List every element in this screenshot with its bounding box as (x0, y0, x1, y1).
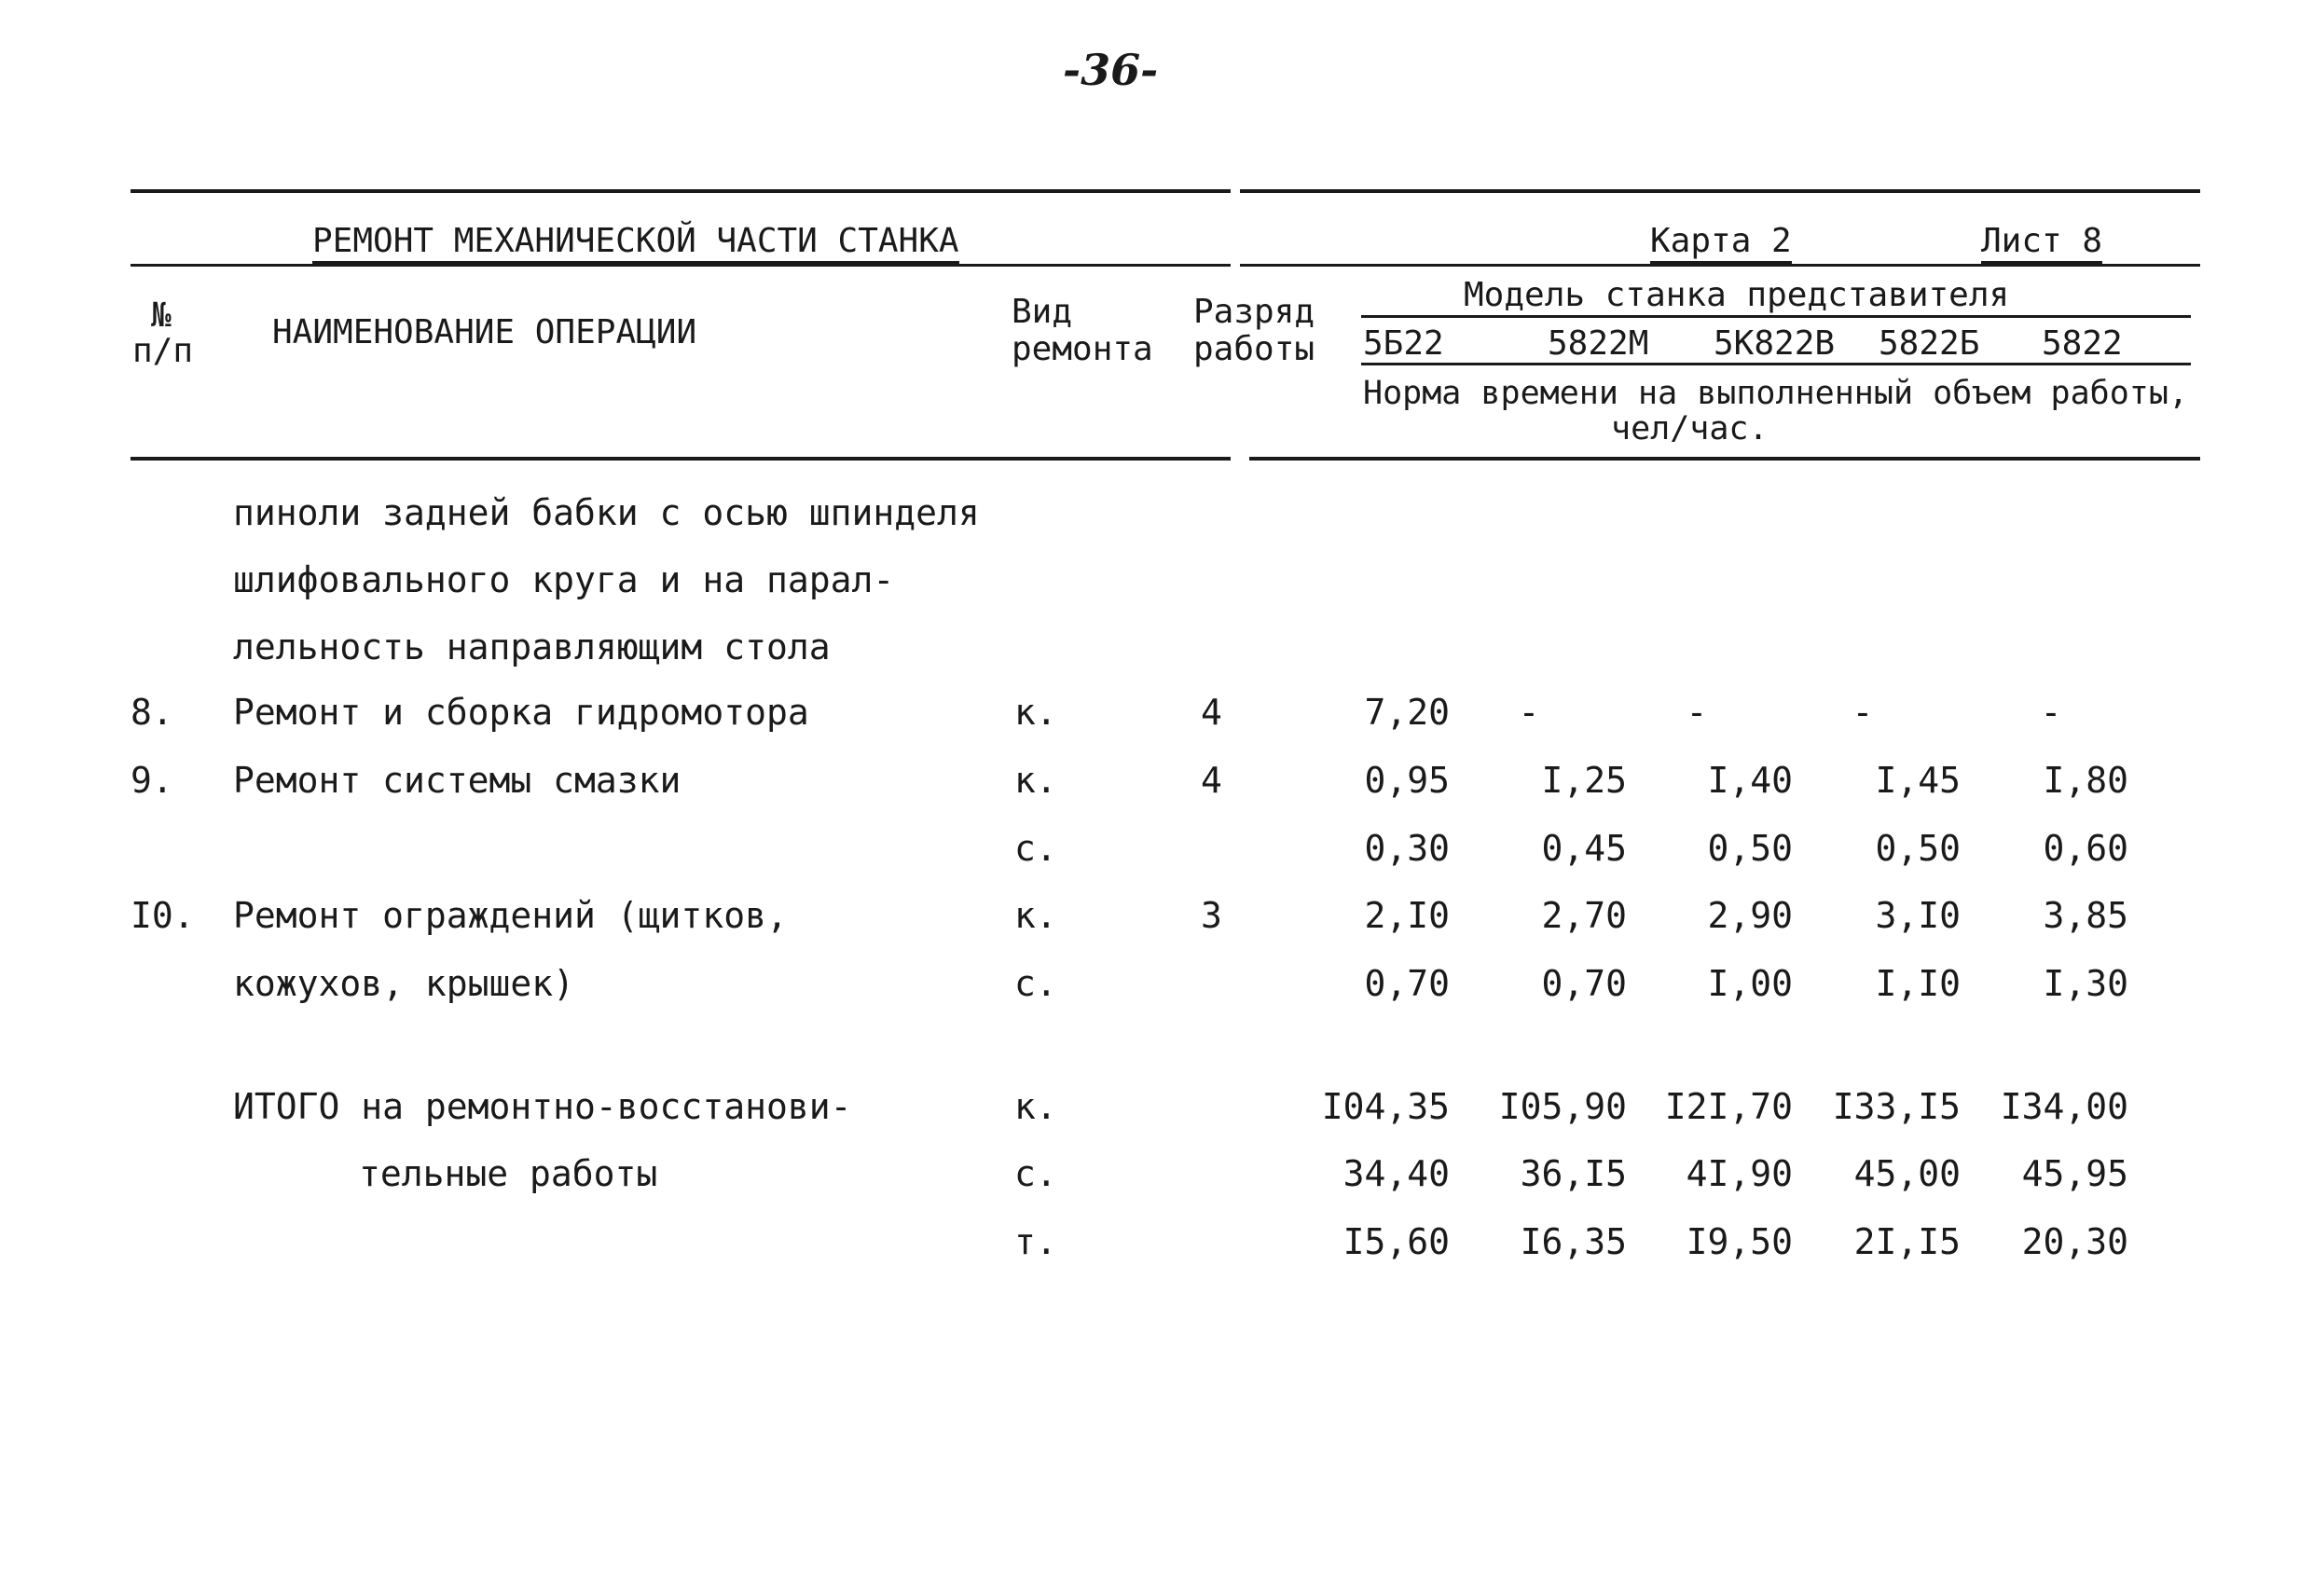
work-grade: 4 (1201, 692, 1222, 733)
model-5k822v: 5К822В (1714, 324, 1836, 363)
section-title: РЕМОНТ МЕХАНИЧЕСКОЙ ЧАСТИ СТАНКА (312, 222, 959, 260)
value-5822b: I,45 (1875, 760, 1961, 801)
value-5b22: 0,70 (1364, 963, 1450, 1004)
row-number: 9. (131, 760, 173, 801)
continuation-line: шлифовального круга и на парал- (233, 559, 895, 600)
card-label: Карта 2 (1650, 222, 1792, 260)
value-5b22: 0,95 (1364, 760, 1450, 801)
value-5822: 0,60 (2043, 828, 2128, 869)
repair-type: с. (1014, 1153, 1057, 1194)
total-5822: I34,00 (2000, 1086, 2128, 1127)
value-5822: I,30 (2043, 963, 2128, 1004)
header-bottom-rule-right (1249, 457, 2200, 461)
total-5k822v: I2I,70 (1664, 1086, 1793, 1127)
total-5k822v: I9,50 (1686, 1221, 1793, 1262)
norm-line-2: чел/час. (1611, 410, 1769, 447)
continuation-line: лельность направляющим стола (233, 626, 831, 667)
value-5k822v: I,00 (1707, 963, 1793, 1004)
total-5822m: I05,90 (1498, 1086, 1627, 1127)
value-5822: - (2040, 692, 2062, 733)
sheet-label: Лист 8 (1981, 222, 2102, 260)
model-5822: 5822 (2042, 324, 2123, 363)
total-5822: 20,30 (2021, 1221, 2128, 1262)
col-repair-type-1: Вид (1012, 293, 1073, 331)
norm-line-1: Норма времени на выполненный объем работы, (1363, 375, 2189, 412)
operation-name: Ремонт системы смазки (233, 760, 682, 801)
value-5822: 3,85 (2043, 895, 2128, 936)
repair-type: к. (1014, 895, 1057, 936)
value-5k822v: 0,50 (1707, 828, 1793, 869)
value-5k822v: 2,90 (1707, 895, 1793, 936)
total-5822b: I33,I5 (1832, 1086, 1961, 1127)
operation-name: кожухов, крышек) (233, 963, 575, 1004)
value-5b22: 0,30 (1364, 828, 1450, 869)
total-5b22: 34,40 (1342, 1153, 1450, 1194)
title-rule-left (131, 264, 1231, 267)
col-repair-type-2: ремонта (1012, 330, 1153, 368)
value-5b22: 2,I0 (1364, 895, 1450, 936)
repair-type: к. (1014, 692, 1057, 733)
models-rule (1361, 363, 2191, 365)
total-5822m: I6,35 (1520, 1221, 1627, 1262)
repair-type: с. (1014, 828, 1057, 869)
model-group-rule (1361, 315, 2191, 318)
value-5b22: 7,20 (1364, 692, 1450, 733)
col-no-bottom: п/п (132, 332, 194, 370)
operation-name: Ремонт ограждений (щитков, (233, 895, 788, 936)
row-number: 8. (131, 692, 173, 733)
col-operation-header: НАИМЕНОВАНИЕ ОПЕРАЦИИ (272, 313, 697, 351)
operation-name: Ремонт и сборка гидромотора (233, 692, 809, 733)
repair-type: с. (1014, 963, 1057, 1004)
total-label-cont: тельные работы (359, 1153, 658, 1194)
total-5k822v: 4I,90 (1686, 1153, 1793, 1194)
repair-type: т. (1014, 1221, 1057, 1262)
total-5822m: 36,I5 (1520, 1153, 1627, 1194)
top-rule-left (131, 189, 1231, 193)
continuation-line: пиноли задней бабки с осью шпинделя (233, 492, 980, 533)
title-rule-right (1240, 264, 2200, 267)
repair-type: к. (1014, 1086, 1057, 1127)
value-5822m: 0,45 (1541, 828, 1627, 869)
value-5822b: I,I0 (1875, 963, 1961, 1004)
total-5822b: 45,00 (1853, 1153, 1961, 1194)
col-grade-1: Разряд (1193, 293, 1315, 331)
value-5822m: I,25 (1541, 760, 1627, 801)
model-5822b: 5822Б (1879, 324, 1980, 363)
col-grade-2: работы (1193, 330, 1315, 368)
value-5k822v: - (1686, 692, 1708, 733)
value-5822m: 2,70 (1541, 895, 1627, 936)
total-5822: 45,95 (2021, 1153, 2128, 1194)
page-number: -36- (1063, 45, 1159, 95)
value-5822b: - (1852, 692, 1874, 733)
header-bottom-rule-left (131, 457, 1231, 461)
value-5822: I,80 (2043, 760, 2128, 801)
value-5822m: - (1518, 692, 1540, 733)
repair-type: к. (1014, 760, 1057, 801)
total-5b22: I04,35 (1321, 1086, 1450, 1127)
model-5b22: 5Б22 (1363, 324, 1444, 363)
col-no-top: № (151, 296, 172, 335)
value-5k822v: I,40 (1707, 760, 1793, 801)
top-rule-right (1240, 189, 2200, 193)
total-label: ИТОГО на ремонтно-восстанови- (233, 1086, 852, 1127)
model-5822m: 5822М (1548, 324, 1649, 363)
value-5822b: 3,I0 (1875, 895, 1961, 936)
value-5822b: 0,50 (1875, 828, 1961, 869)
model-group-header: Модель станка представителя (1464, 276, 2010, 314)
total-5822b: 2I,I5 (1853, 1221, 1961, 1262)
work-grade: 3 (1201, 895, 1222, 936)
work-grade: 4 (1201, 760, 1222, 801)
row-number: I0. (131, 895, 195, 936)
total-5b22: I5,60 (1342, 1221, 1450, 1262)
value-5822m: 0,70 (1541, 963, 1627, 1004)
